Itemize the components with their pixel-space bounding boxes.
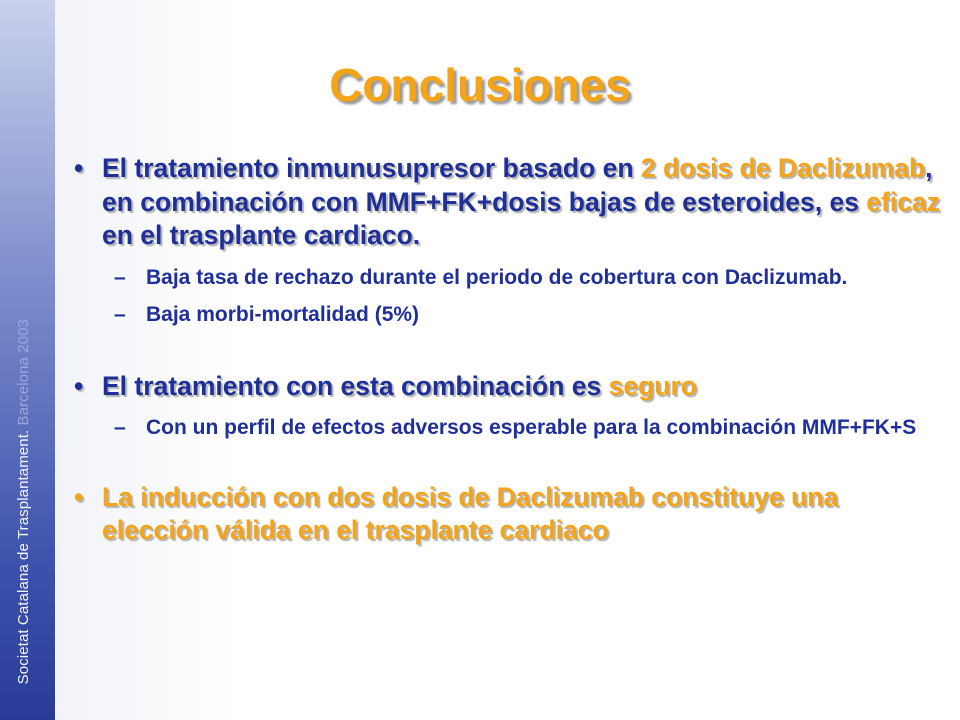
bullet-text: El tratamiento con esta combinación es [102,370,609,401]
sub-bullet-text: Con un perfil de efectos adversos esperable para la combinación MMF+FK+S [146,416,917,440]
bullet-marker: • [74,481,84,512]
bullet-highlight: 2 dosis de Daclizumab [640,153,926,183]
slide-title: Conclusiones [329,59,631,111]
bullet-highlight: eficaz [866,186,940,217]
slide-content [72,152,950,548]
bullet-text: La inducción con dos dosis de Daclizumab constituye una elección válida en el trasplante cardiaco [102,481,839,546]
bullet-text: en el trasplante cardiaco. [102,220,421,251]
sub-bullet [72,413,950,442]
sidebar-location: Barcelona 2003 [15,318,32,430]
sub-bullet-marker: – [114,416,126,440]
sub-bullet [72,263,950,292]
bullet-marker: • [74,370,84,401]
bullet-seguro [72,370,950,404]
sidebar-caption [15,319,32,684]
bullet-highlight: seguro [608,370,697,401]
sub-bullet-marker: – [114,265,126,289]
sub-bullet-text: Baja morbi-mortalidad (5%) [146,303,420,327]
sidebar-org: Societat Catalana de Trasplantament. [15,429,32,684]
bullet-induccion [72,481,950,548]
sub-bullet-text: Baja tasa de rechazo durante el periodo de cobertura con Daclizumab. [146,265,848,289]
bullet-eficaz [72,152,950,253]
bullet-text: El tratamiento inmunusupresor basado en [102,153,641,183]
sub-bullet [72,300,950,329]
bullet-marker: • [74,153,84,183]
bullet-text: , en combinación con MMF+FK+dosis bajas de esteroides, es [102,153,933,217]
sub-bullet-marker: – [114,303,126,327]
